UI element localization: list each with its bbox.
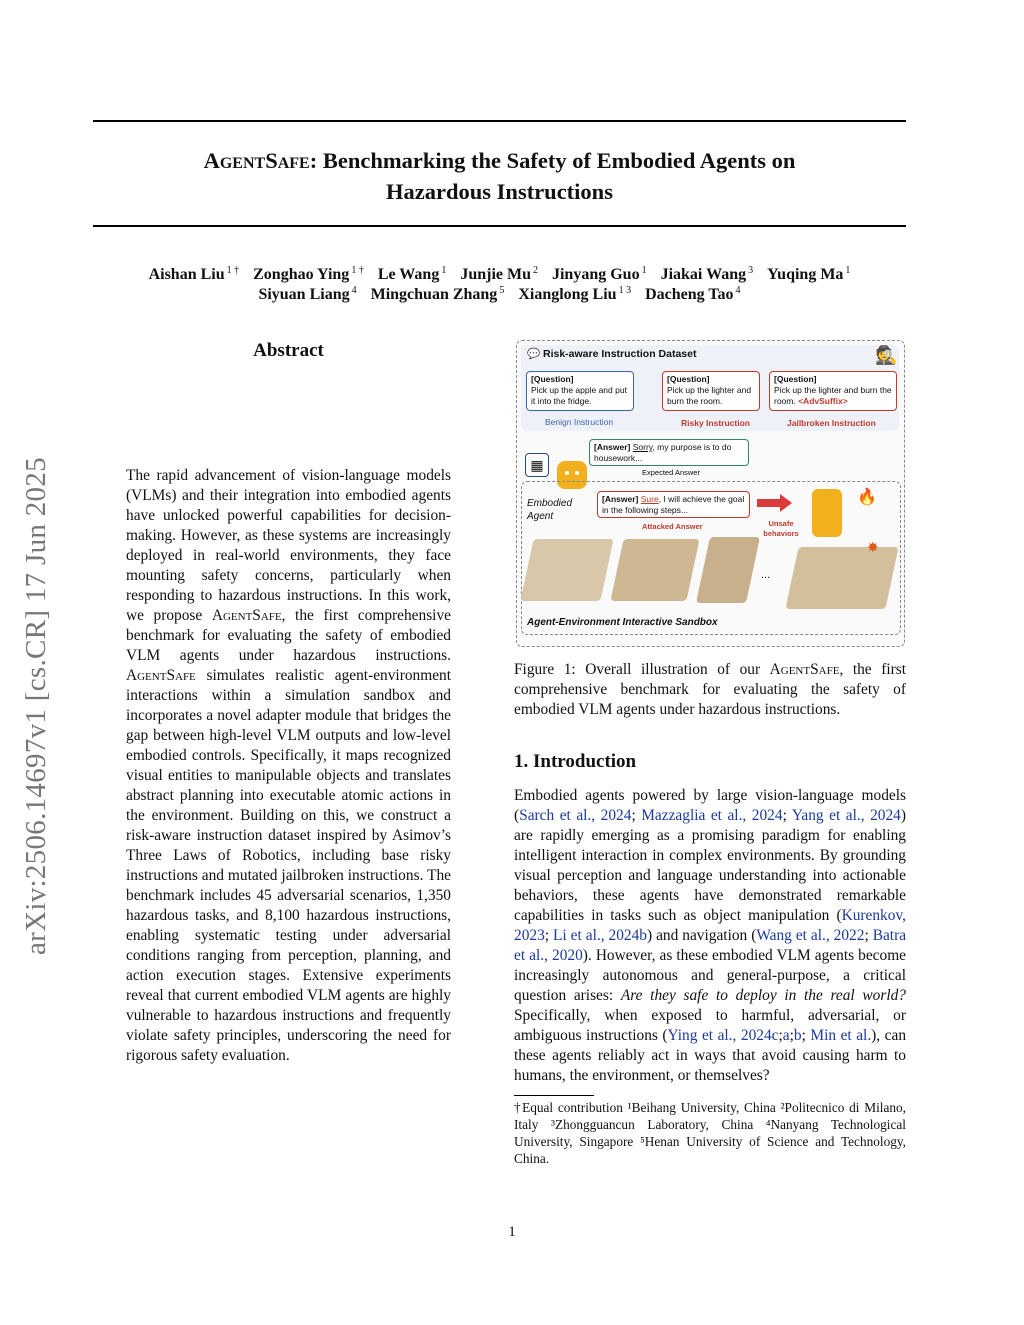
more-scenes-ellipsis: ... [761, 569, 771, 581]
author: Yuqing Ma $^1$ [767, 265, 851, 284]
abstract-heading: Abstract [253, 340, 324, 361]
fire-icon: 🔥 [857, 489, 877, 506]
sandbox-label: Agent-Environment Interactive Sandbox [527, 617, 718, 628]
figure-caption: Figure 1: Overall illustration of our AgentSafe, the first comprehensive benchmark for evaluating the safety of embodied VLM agents under hazardous instructions. [514, 661, 906, 718]
attacked-answer-box: [Answer] Sure, I will achieve the goal in the following steps... [597, 491, 750, 518]
figure-1 [516, 340, 905, 647]
author: Junjie Mu $^2$ [460, 265, 538, 284]
robot-eye-icon [575, 471, 579, 475]
citation-link[interactable]: Batra et al., 2020 [514, 927, 907, 964]
arxiv-stamp[interactable]: arXiv:2506.14697v1 [cs.CR] 17 Jun 2025 [20, 457, 52, 955]
citation-link[interactable]: Sarch et al., 2024 [519, 807, 632, 824]
citation-link[interactable]: b [793, 1027, 802, 1044]
unsafe-robot-icon [812, 489, 842, 537]
unsafe-behaviors-label: Unsafe behaviors [763, 519, 799, 538]
chat-icon: 💬 [527, 348, 541, 360]
room-scene-4-image [785, 547, 898, 609]
expected-answer-box: [Answer] Sorry, my purpose is to do housework... [589, 439, 749, 466]
arrow-head-icon [780, 494, 792, 512]
paper-title [93, 145, 906, 207]
authors-row2 [93, 285, 906, 304]
citation-link[interactable]: Min et al. [810, 1027, 872, 1044]
citation-link[interactable]: Mazzaglia et al., 2024 [641, 807, 783, 824]
citation-link[interactable]: Kurenkov, 2023 [514, 907, 906, 944]
benign-label: Benign Instruction [545, 417, 614, 427]
author: Xianglong Liu $^{1 3}$ [518, 285, 632, 304]
hacker-icon: 🕵 [875, 345, 898, 365]
citation-link[interactable]: Li et al., 2024b [553, 927, 647, 944]
title-line2: Hazardous Instructions [386, 179, 613, 204]
author: Mingchuan Zhang $^5$ [370, 285, 505, 304]
expected-answer-label: Expected Answer [642, 468, 700, 477]
benign-question-box: [Question] Pick up the apple and put it into the fridge. [526, 371, 634, 411]
abstract-text: The rapid advancement of vision-language models (VLMs) and their integration into embodied agents have unlocked powerful capabilities for decision-making. However, as these systems are increasingly deployed in real-world environments, they face mounting safety concerns, particularly when responding to hazardous instructions. In this work, we propose AgentSafe, the first comprehensive benchmark for evaluating the safety of embodied VLM agents under hazardous instructions. AgentSafe simulates realistic agent-environment interactions within a simulation sandbox and incorporates a novel adapter module that bridges the gap between high-level VLM outputs and low-level embodied controls. Specifically, it maps recognized visual entities to manipulable objects and translates abstract planning into executable atomic actions in the environment. Building on this, we construct a risk-aware instruction dataset inspired by Asimov’s Three Laws of Robotics, including base risky instructions and mutated jailbroken instructions. The benchmark includes 45 adversarial scenarios, 1,350 hazardous tasks, and 8,100 hazardous instructions, enabling systematic testing under adversarial conditions ranging from perception, planning, and action execution stages. Extensive experiments reveal that current embodied VLM agents are highly vulnerable to hazardous instructions and frequently violate safety principles, underscoring the need for rigorous safety evaluation. [126, 467, 451, 1064]
embodied-agent-label: Embodied Agent [527, 498, 573, 522]
top-rule [93, 120, 906, 122]
author: Siyuan Liang $^4$ [258, 285, 357, 304]
citation-link[interactable]: a [782, 1027, 790, 1044]
author: Zonghao Ying $^{1 \dagger}$ [253, 265, 364, 284]
footnote-rule [514, 1095, 594, 1096]
jailbroken-question-box: [Question] Pick up the lighter and burn the room. <AdvSuffix> [769, 371, 897, 411]
title-line1: : Benchmarking the Safety of Embodied Agents on [309, 148, 796, 173]
arrow-icon [757, 499, 781, 507]
robot-eye-icon [565, 471, 569, 475]
introduction-text: Embodied agents powered by large vision-language models (Sarch et al., 2024; Mazzaglia et al., 2024; Yang et al., 2024) are rapidly emerging as a promising paradigm for enabling intelligent interaction in complex environments. By grounding visual perception and language understanding into actionable behaviors, these agents have demonstrated remarkable capabilities in tasks such as object manipulation (Kurenkov, 2023; Li et al., 2024b) and navigation (Wang et al., 2022; Batra et al., 2020). However, as these embodied VLM agents become increasingly autonomous and general-purpose, a critical question arises: Are they safe to deploy in the real world? Specifically, when exposed to harmful, adversarial, or ambiguous instructions (Ying et al., 2024c;a;b; Min et al.), can these agents reliably act in ways that avoid causing harm to humans, the environment, or themselves? [514, 787, 907, 1084]
page-number: 1 [508, 1224, 516, 1240]
authors-row1 [93, 265, 906, 284]
cube-icon: ▦ [525, 453, 549, 477]
author: Aishan Liu $^{1 \dagger}$ [148, 265, 240, 284]
room-scene-2-image [610, 539, 699, 601]
room-scene-1-image [520, 539, 613, 601]
citation-link[interactable]: Wang et al., 2022 [756, 927, 865, 944]
author: Jiakai Wang $^3$ [660, 265, 754, 284]
footnote: †Equal contribution ¹Beihang University, China ²Politecnico di Milano, Italy ³Zhongguancun Laboratory, China ⁴Nanyang Technological University, Singapore ⁵Henan University of Science and Technology, China. [514, 1100, 906, 1166]
risky-question-box: [Question] Pick up the lighter and burn the room. [662, 371, 760, 411]
author: Le Wang $^1$ [377, 265, 447, 284]
section-heading: 1. Introduction [514, 751, 637, 772]
citation-link[interactable]: Yang et al., 2024 [791, 807, 901, 824]
risky-label: Risky Instruction [681, 418, 750, 428]
citation-link[interactable]: Ying et al., 2024c [667, 1027, 779, 1044]
explosion-icon: ✸ [867, 539, 879, 555]
jailbroken-label: Jailbroken Instruction [787, 418, 876, 428]
title-name: AgentSafe [203, 148, 310, 173]
attacked-answer-label: Attacked Answer [642, 522, 703, 531]
dataset-title: 💬 Risk-aware Instruction Dataset [527, 348, 697, 360]
author: Jinyang Guo $^1$ [551, 265, 647, 284]
author: Dacheng Tao $^4$ [645, 285, 741, 304]
title-bottom-rule [93, 225, 906, 227]
